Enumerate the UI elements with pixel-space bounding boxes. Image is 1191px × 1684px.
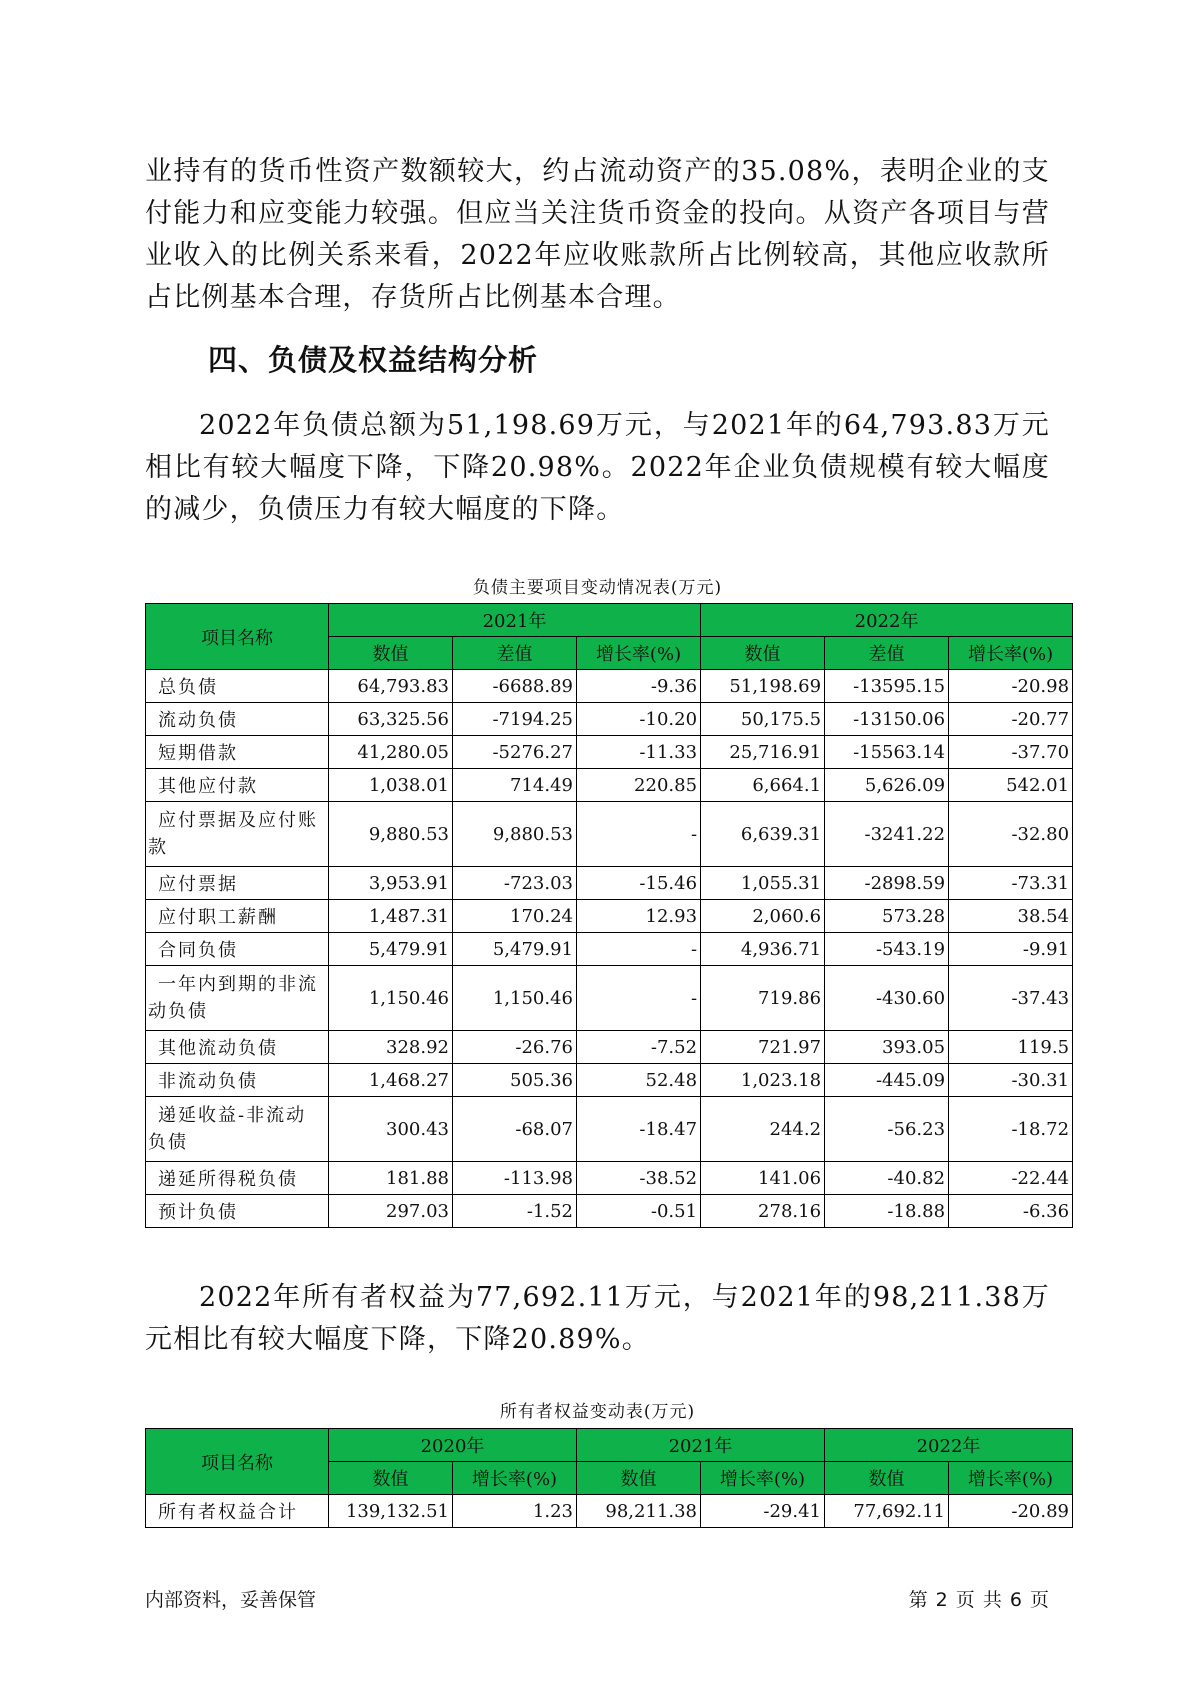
table-cell: -113.98 bbox=[453, 1162, 577, 1195]
table-row bbox=[146, 670, 1073, 703]
equity-table-body bbox=[146, 1495, 1073, 1528]
table-cell: 1,023.18 bbox=[701, 1064, 825, 1097]
row-item-name: 一年内到期的非流动负债 bbox=[146, 966, 329, 1031]
row-item-name: 应付票据 bbox=[146, 867, 329, 900]
row-item-name: 预计负债 bbox=[146, 1195, 329, 1228]
table-row bbox=[146, 1195, 1073, 1228]
table-cell: -32.80 bbox=[949, 802, 1073, 867]
row-item-name: 合同负债 bbox=[146, 933, 329, 966]
equity-change-table bbox=[145, 1428, 1073, 1528]
table-cell: -9.36 bbox=[577, 670, 701, 703]
table-cell: 4,936.71 bbox=[701, 933, 825, 966]
table-cell: -5276.27 bbox=[453, 736, 577, 769]
table-cell: -26.76 bbox=[453, 1031, 577, 1064]
table-cell: 1,487.31 bbox=[329, 900, 453, 933]
table-cell: 1,150.46 bbox=[329, 966, 453, 1031]
footer-confidential-note: 内部资料，妥善保管 bbox=[145, 1589, 317, 1611]
table-cell: 41,280.05 bbox=[329, 736, 453, 769]
table-row bbox=[146, 736, 1073, 769]
liability-change-table bbox=[145, 603, 1073, 1228]
table-cell: -22.44 bbox=[949, 1162, 1073, 1195]
table-cell: 64,793.83 bbox=[329, 670, 453, 703]
table-cell: -1.52 bbox=[453, 1195, 577, 1228]
table-cell: 278.16 bbox=[701, 1195, 825, 1228]
table-row bbox=[146, 1495, 1073, 1528]
table-cell: 6,664.1 bbox=[701, 769, 825, 802]
table-cell: -0.51 bbox=[577, 1195, 701, 1228]
table-cell: 25,716.91 bbox=[701, 736, 825, 769]
table-cell: 98,211.38 bbox=[577, 1495, 701, 1528]
table-cell: -11.33 bbox=[577, 736, 701, 769]
table-cell: 328.92 bbox=[329, 1031, 453, 1064]
table-cell: 300.43 bbox=[329, 1097, 453, 1162]
table-cell: 1,038.01 bbox=[329, 769, 453, 802]
table-cell: 297.03 bbox=[329, 1195, 453, 1228]
table-cell: 170.24 bbox=[453, 900, 577, 933]
paragraph-asset-summary: 业持有的货币性资产数额较大，约占流动资产的35.08%，表明企业的支付能力和应变能力较强。但应当关注货币资金的投向。从资产各项目与营业收入的比例关系来看，2022年应收账款所占比例较高，其他应收款所占比例基本合理，存货所占比例基本合理。 bbox=[145, 156, 1050, 313]
table-cell: 393.05 bbox=[825, 1031, 949, 1064]
table-cell: - bbox=[577, 802, 701, 867]
table-cell: 9,880.53 bbox=[453, 802, 577, 867]
table-row bbox=[146, 933, 1073, 966]
table-cell: -430.60 bbox=[825, 966, 949, 1031]
table-cell: -543.19 bbox=[825, 933, 949, 966]
table-cell: -20.89 bbox=[949, 1495, 1073, 1528]
year-header-2021: 2021年 bbox=[577, 1429, 825, 1462]
table-cell: -18.72 bbox=[949, 1097, 1073, 1162]
row-item-name: 总负债 bbox=[146, 670, 329, 703]
table-cell: -73.31 bbox=[949, 867, 1073, 900]
table-cell: -7194.25 bbox=[453, 703, 577, 736]
table-cell: 63,325.56 bbox=[329, 703, 453, 736]
row-item-name: 短期借款 bbox=[146, 736, 329, 769]
sub-header-growth: 增长率(%) bbox=[949, 1462, 1073, 1495]
table-cell: -3241.22 bbox=[825, 802, 949, 867]
table-cell: 5,479.91 bbox=[329, 933, 453, 966]
table-row bbox=[146, 703, 1073, 736]
table-cell: -18.47 bbox=[577, 1097, 701, 1162]
sub-header-diff: 差值 bbox=[825, 637, 949, 670]
table-cell: -10.20 bbox=[577, 703, 701, 736]
sub-header-growth: 增长率(%) bbox=[949, 637, 1073, 670]
row-item-name: 递延所得税负债 bbox=[146, 1162, 329, 1195]
row-item-name: 其他应付款 bbox=[146, 769, 329, 802]
table-cell: -68.07 bbox=[453, 1097, 577, 1162]
table-cell: 220.85 bbox=[577, 769, 701, 802]
table-row bbox=[146, 769, 1073, 802]
table-cell: 5,626.09 bbox=[825, 769, 949, 802]
table-row bbox=[146, 900, 1073, 933]
table-cell: 50,175.5 bbox=[701, 703, 825, 736]
table-cell: -6688.89 bbox=[453, 670, 577, 703]
paragraph-liability-summary: 2022年负债总额为51,198.69万元，与2021年的64,793.83万元相比有较大幅度下降，下降20.98%。2022年企业负债规模有较大幅度的减少，负债压力有较大幅度的下降。 bbox=[145, 410, 1050, 525]
sub-header-value: 数值 bbox=[701, 637, 825, 670]
row-item-name: 应付票据及应付账款 bbox=[146, 802, 329, 867]
item-name-header: 项目名称 bbox=[146, 604, 329, 670]
table-cell: 505.36 bbox=[453, 1064, 577, 1097]
table-cell: -2898.59 bbox=[825, 867, 949, 900]
table-cell: 9,880.53 bbox=[329, 802, 453, 867]
table-cell: - bbox=[577, 933, 701, 966]
table-cell: 719.86 bbox=[701, 966, 825, 1031]
table-cell: 6,639.31 bbox=[701, 802, 825, 867]
table-cell: -13150.06 bbox=[825, 703, 949, 736]
table-cell: -38.52 bbox=[577, 1162, 701, 1195]
table-cell: 714.49 bbox=[453, 769, 577, 802]
table-cell: -18.88 bbox=[825, 1195, 949, 1228]
table-cell: 119.5 bbox=[949, 1031, 1073, 1064]
table-cell: -13595.15 bbox=[825, 670, 949, 703]
table-cell: 573.28 bbox=[825, 900, 949, 933]
liability-table-body bbox=[146, 670, 1073, 1228]
table-cell: 1.23 bbox=[453, 1495, 577, 1528]
table-cell: -20.98 bbox=[949, 670, 1073, 703]
table-cell: 139,132.51 bbox=[329, 1495, 453, 1528]
table-cell: 77,692.11 bbox=[825, 1495, 949, 1528]
section-heading: 四、负债及权益结构分析 bbox=[208, 343, 539, 377]
table-row bbox=[146, 966, 1073, 1031]
table-cell: 2,060.6 bbox=[701, 900, 825, 933]
paragraph-equity-summary: 2022年所有者权益为77,692.11万元，与2021年的98,211.38万元相比有较大幅度下降，下降20.89%。 bbox=[145, 1282, 1050, 1355]
table-cell: -9.91 bbox=[949, 933, 1073, 966]
row-item-name: 其他流动负债 bbox=[146, 1031, 329, 1064]
table-row bbox=[146, 1097, 1073, 1162]
table-cell: 38.54 bbox=[949, 900, 1073, 933]
table-cell: -56.23 bbox=[825, 1097, 949, 1162]
row-item-name: 所有者权益合计 bbox=[146, 1495, 329, 1528]
table-cell: 542.01 bbox=[949, 769, 1073, 802]
sub-header-diff: 差值 bbox=[453, 637, 577, 670]
table-cell: -15563.14 bbox=[825, 736, 949, 769]
table-row bbox=[146, 867, 1073, 900]
table-cell: 1,055.31 bbox=[701, 867, 825, 900]
table-cell: -6.36 bbox=[949, 1195, 1073, 1228]
table-cell: 1,468.27 bbox=[329, 1064, 453, 1097]
table-row bbox=[146, 802, 1073, 867]
item-name-header: 项目名称 bbox=[146, 1429, 329, 1495]
table-cell: 244.2 bbox=[701, 1097, 825, 1162]
equity-table-caption: 所有者权益变动表(万元) bbox=[499, 1402, 696, 1422]
year-header-2020: 2020年 bbox=[329, 1429, 577, 1462]
table-cell: 52.48 bbox=[577, 1064, 701, 1097]
table-cell: 5,479.91 bbox=[453, 933, 577, 966]
table-row bbox=[146, 1162, 1073, 1195]
table-cell: -30.31 bbox=[949, 1064, 1073, 1097]
row-item-name: 应付职工薪酬 bbox=[146, 900, 329, 933]
sub-header-growth: 增长率(%) bbox=[701, 1462, 825, 1495]
table-cell: 51,198.69 bbox=[701, 670, 825, 703]
table-row bbox=[146, 1031, 1073, 1064]
table-cell: 141.06 bbox=[701, 1162, 825, 1195]
row-item-name: 流动负债 bbox=[146, 703, 329, 736]
table-row bbox=[146, 1064, 1073, 1097]
sub-header-growth: 增长率(%) bbox=[453, 1462, 577, 1495]
table-cell: -40.82 bbox=[825, 1162, 949, 1195]
sub-header-value: 数值 bbox=[329, 637, 453, 670]
footer-page-number: 第 2 页 共 6 页 bbox=[908, 1589, 1050, 1611]
table-cell: -15.46 bbox=[577, 867, 701, 900]
table-cell: 3,953.91 bbox=[329, 867, 453, 900]
table-cell: -37.43 bbox=[949, 966, 1073, 1031]
sub-header-growth: 增长率(%) bbox=[577, 637, 701, 670]
sub-header-value: 数值 bbox=[825, 1462, 949, 1495]
table-cell: 181.88 bbox=[329, 1162, 453, 1195]
table-cell: -723.03 bbox=[453, 867, 577, 900]
row-item-name: 递延收益-非流动负债 bbox=[146, 1097, 329, 1162]
row-item-name: 非流动负债 bbox=[146, 1064, 329, 1097]
table-cell: -37.70 bbox=[949, 736, 1073, 769]
table-cell: -29.41 bbox=[701, 1495, 825, 1528]
table-cell: -7.52 bbox=[577, 1031, 701, 1064]
table-cell: - bbox=[577, 966, 701, 1031]
year-header-2021: 2021年 bbox=[329, 604, 701, 637]
sub-header-value: 数值 bbox=[329, 1462, 453, 1495]
year-header-2022: 2022年 bbox=[825, 1429, 1073, 1462]
year-header-2022: 2022年 bbox=[701, 604, 1073, 637]
sub-header-value: 数值 bbox=[577, 1462, 701, 1495]
table-cell: -445.09 bbox=[825, 1064, 949, 1097]
table-cell: -20.77 bbox=[949, 703, 1073, 736]
table-cell: 721.97 bbox=[701, 1031, 825, 1064]
liability-table-caption: 负债主要项目变动情况表(万元) bbox=[472, 578, 723, 598]
table-cell: 12.93 bbox=[577, 900, 701, 933]
table-cell: 1,150.46 bbox=[453, 966, 577, 1031]
